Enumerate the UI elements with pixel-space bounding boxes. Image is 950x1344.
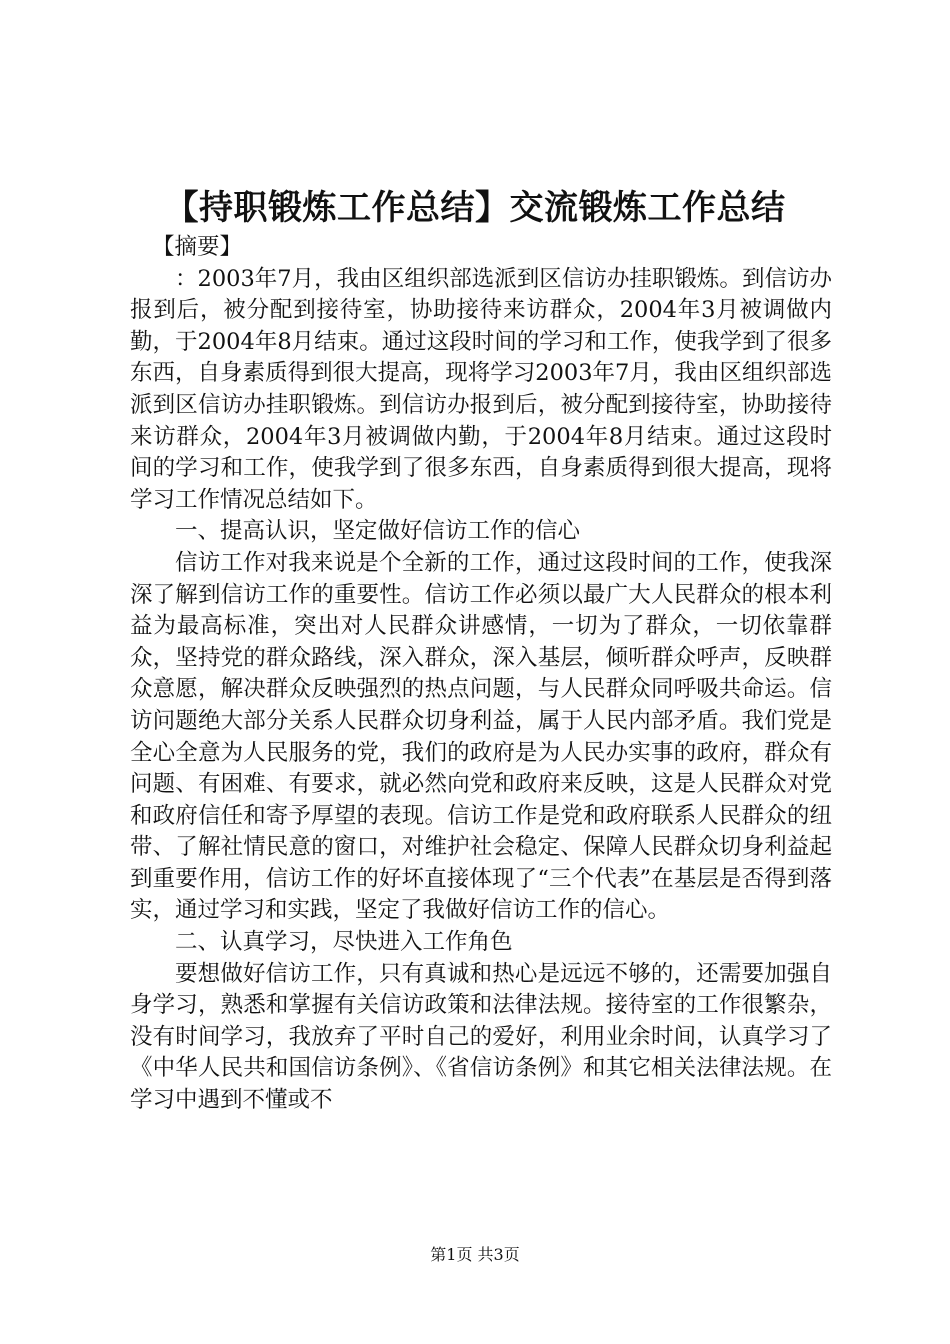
section-heading-2: 二、认真学习，尽快进入工作角色 <box>175 929 513 956</box>
summary-paragraph: ：2003年7月，我由区组织部选派到区信访办挂职锻炼。到信访办报到后，被分配到接待室，协助接待来访群众，2004年3月被调做内勤，于2004年8月结束。通过这段时间的学习和工作，使我学到了很多东西，自身素质得到很大提高，现将学习2003年7月，我由区组织部选派到区信访办挂职锻炼。到信访办报到后，被分配到接待室，协助接待来访群众，2004年3月被调做内勤，于2004年8月结束。通过这段时间的学习和工作，使我学到了很多东西，自身素质得到很大提高，现将学习工作情况总结如下。 <box>130 265 832 513</box>
section-paragraph-1: 信访工作对我来说是个全新的工作，通过这段时间的工作，使我深深了解到信访工作的重要性。信访工作必须以最广大人民群众的根本利益为最高标准，突出对人民群众讲感情，一切为了群众，一切依靠群众，坚持党的群众路线，深入群众，深入基层，倾听群众呼声，反映群众意愿，解决群众反映强烈的热点问题，与人民群众同呼吸共命运。信访问题绝大部分关系人民群众切身利益，属于人民内部矛盾。我们党是全心全意为人民服务的党，我们的政府是为人民办实事的政府，群众有问题、有困难、有要求，就必然向党和政府来反映，这是人民群众对党和政府信任和寄予厚望的表现。信访工作是党和政府联系人民群众的纽带、了解社情民意的窗口，对维护社会稳定、保障人民群众切身利益起到重要作用，信访工作的好坏直接体现了“三个代表”在基层是否得到落实，通过学习和实践，坚定了我做好信访工作的信心。 <box>130 549 832 924</box>
section-heading-1: 一、提高认识，坚定做好信访工作的信心 <box>175 518 581 545</box>
section-paragraph-2: 要想做好信访工作，只有真诚和热心是远远不够的，还需要加强自身学习，熟悉和掌握有关信访政策和法律法规。接待室的工作很繁杂，没有时间学习，我放弃了平时自己的爱好，利用业余时间，认真学习了《中华人民共和国信访条例》、《省信访条例》和其它相关法律法规。在学习中遇到不懂或不 <box>130 960 832 1114</box>
page-footer: 第1页 共3页 <box>430 1245 520 1264</box>
document-title: 【持职锻炼工作总结】交流锻炼工作总结 <box>164 188 786 228</box>
document-body <box>130 232 832 1117</box>
summary-label: 【摘要】 <box>152 234 243 260</box>
